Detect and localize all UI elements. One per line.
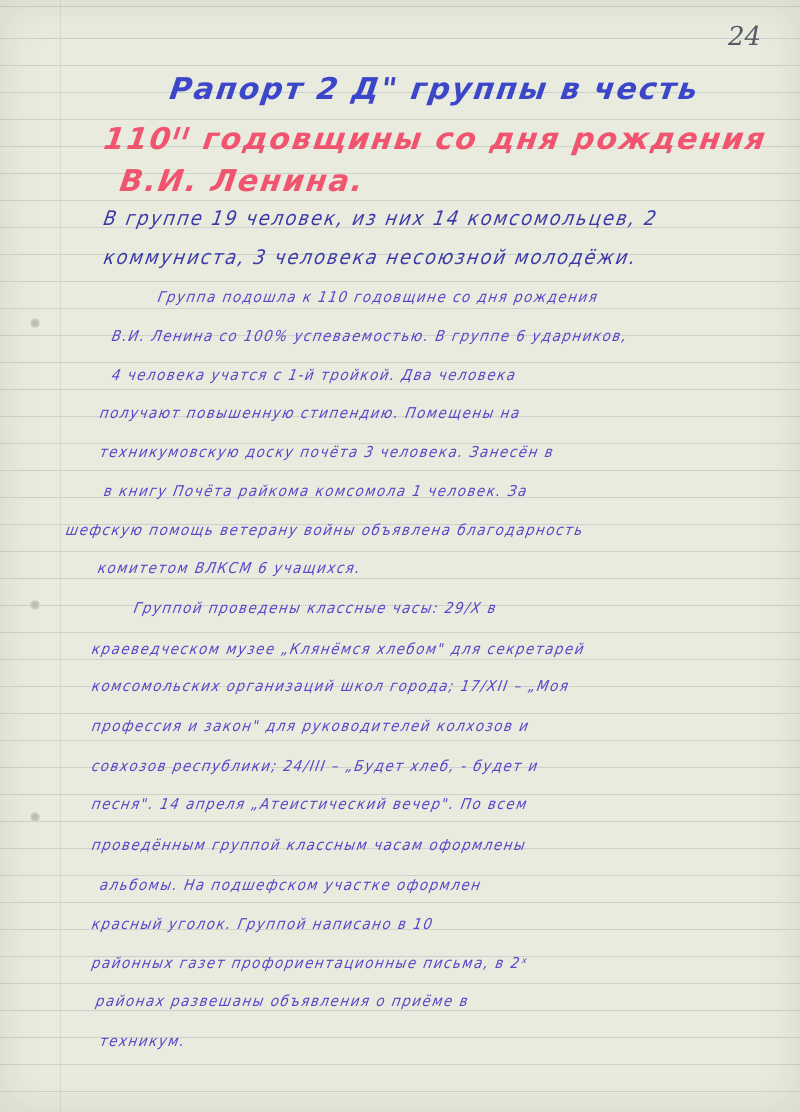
page-number: 24 — [728, 22, 762, 52]
body-line: альбомы. На подшефском участке оформлен — [98, 876, 484, 894]
punch-hole — [30, 600, 40, 610]
body-line: совхозов республики; 24/III – „Будет хлеб, - будет и — [90, 757, 541, 775]
body-line: красный уголок. Группой написано в 10 — [90, 915, 436, 933]
body-line: районах развешаны объявления о приёме в — [94, 992, 471, 1010]
body-line: проведённым группой классным часам оформлены — [90, 836, 528, 854]
body-line: в книгу Почёта райкома комсомола 1 человек. За — [102, 482, 530, 500]
punch-hole — [30, 812, 40, 822]
body-line: Группой проведены классные часы: 29/X в — [132, 599, 499, 617]
body-line: шефскую помощь ветерану войны объявлена благодарность — [64, 521, 586, 539]
body-line: песня". 14 апреля „Атеистический вечер". По всем — [90, 795, 530, 813]
intro-line-1: В группе 19 человек, из них 14 комсомольцев, 2 — [101, 206, 661, 230]
body-line: краеведческом музее „Клянёмся хлебом" для секретарей — [90, 640, 587, 658]
body-line: техникумовскую доску почёта 3 человека. Занесён в — [98, 443, 556, 461]
title-line-3: В.И. Ленина. — [117, 164, 368, 199]
body-line: 4 человека учатся с 1-й тройкой. Два человека — [110, 366, 519, 384]
body-line: районных газет профориентационные письма, в 2ˣ — [90, 954, 530, 972]
body-line: техникум. — [98, 1032, 188, 1050]
body-line: В.И. Ленина со 100% успеваемостью. В группе 6 ударников, — [110, 327, 630, 345]
body-line: профессия и закон" для руководителей колхозов и — [90, 717, 532, 735]
punch-hole — [30, 318, 40, 328]
body-line: комитетом ВЛКСМ 6 учащихся. — [96, 559, 363, 577]
intro-line-2: коммуниста, 3 человека несоюзной молодёжи. — [101, 245, 640, 269]
title-line-1: Рапорт 2 Д" группы в честь — [167, 72, 702, 107]
body-line: получают повышенную стипендию. Помещены на — [98, 404, 523, 422]
margin-line — [60, 0, 61, 1112]
body-line: Группа подошла к 110 годовщине со дня рождения — [156, 288, 601, 306]
title-line-2: 110ᴵᴵ годовщины со дня рождения — [101, 122, 770, 157]
body-line: комсомольских организаций школ города; 17/XII – „Моя — [90, 677, 572, 695]
